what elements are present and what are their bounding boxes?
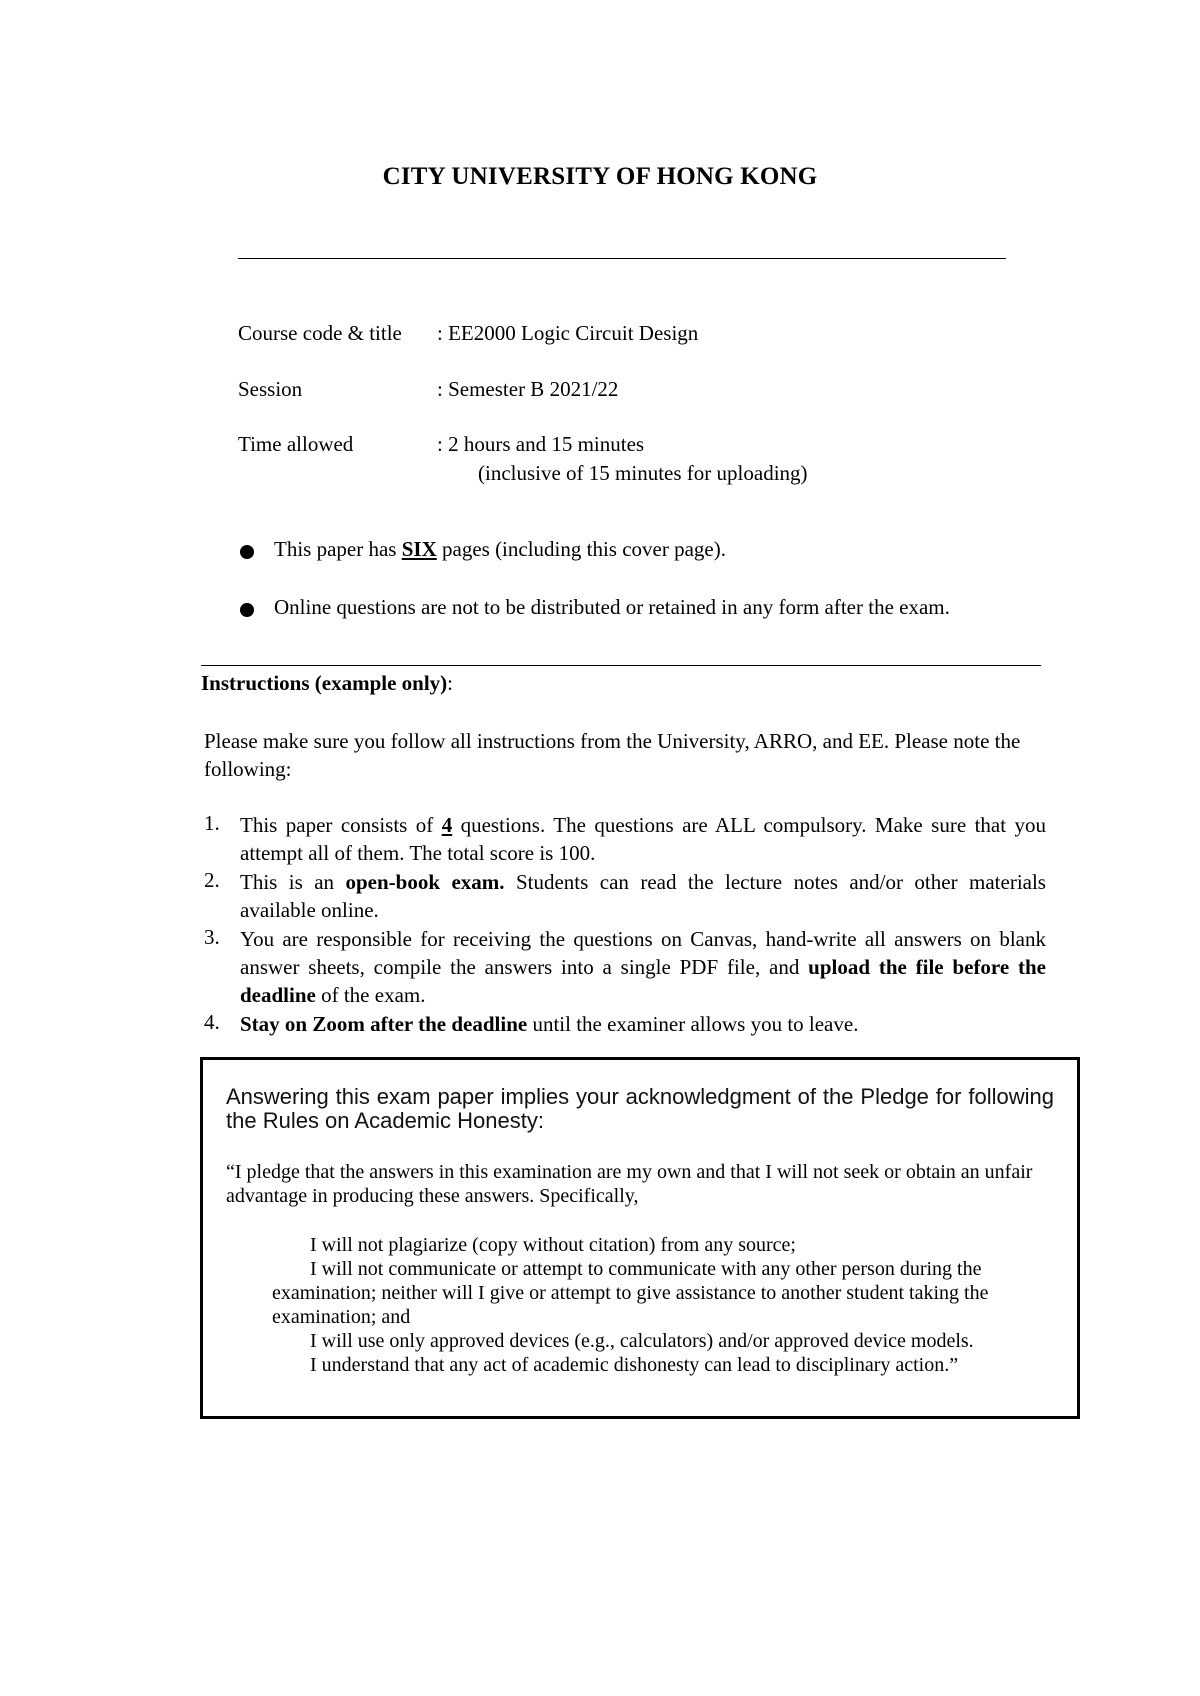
item-post: Students can read the lecture notes and/or other materials available online. — [240, 870, 1046, 922]
bullet-dot-icon — [240, 545, 254, 559]
session-value: : Semester B 2021/22 — [437, 377, 619, 401]
item-number: 3. — [204, 925, 220, 949]
pledge-item: I will not communicate or attempt to communicate with any other person during the examination; neither will I give or attempt to give assistance to another student taking the examination; and — [272, 1258, 989, 1328]
question-count: 4 — [441, 813, 453, 837]
pages-note — [274, 537, 726, 562]
instruction-item — [240, 1010, 1046, 1038]
pledge-intro: Answering this exam paper implies your acknowledgment of the Pledge for following the Rules on Academic Honesty: — [226, 1084, 1054, 1133]
instructions-heading-text: Instructions (example only) — [201, 671, 448, 695]
item-bold: open-book exam. — [345, 870, 505, 894]
instruction-item — [240, 811, 1046, 867]
header-divider — [238, 258, 1006, 259]
instruction-item — [240, 925, 1046, 1009]
pledge-quote: “I pledge that the answers in this examination are my own and that I will not seek or obtain an unfair advantage in producing these answers. Specifically, — [226, 1161, 1033, 1207]
pages-note-pre: This paper has — [274, 537, 402, 561]
pledge-item: I will not plagiarize (copy without citation) from any source; — [310, 1234, 796, 1256]
bullet-dot-icon — [240, 603, 254, 617]
pages-count: SIX — [401, 537, 437, 561]
item-post: until the examiner allows you to leave. — [527, 1012, 859, 1036]
item-pre: This is an — [240, 870, 346, 894]
item-post: questions. The questions are ALL compulsory. Make sure that you attempt all of them. The total score is 100. — [240, 813, 1046, 865]
section-divider — [201, 665, 1041, 666]
instructions-heading-colon: : — [447, 671, 454, 695]
pages-note-post: pages (including this cover page). — [436, 537, 726, 561]
pledge-item: I will use only approved devices (e.g., calculators) and/or approved device models. — [310, 1330, 974, 1352]
item-number: 4. — [204, 1010, 220, 1034]
instructions-intro: Please make sure you follow all instructions from the University, ARRO, and EE. Please note the following: — [204, 729, 1021, 781]
instructions-heading — [201, 671, 453, 696]
instruction-item — [240, 868, 1046, 924]
item-number: 1. — [204, 811, 220, 835]
university-title: CITY UNIVERSITY OF HONG KONG — [382, 163, 818, 190]
pledge-item: I understand that any act of academic dishonesty can lead to disciplinary action.” — [310, 1354, 959, 1376]
item-number: 2. — [204, 868, 220, 892]
course-label: Course code & title — [238, 321, 402, 345]
distribution-note: Online questions are not to be distributed or retained in any form after the exam. — [274, 595, 950, 619]
time-note: (inclusive of 15 minutes for uploading) — [478, 461, 808, 485]
item-post: of the exam. — [315, 983, 426, 1007]
item-pre: This paper consists of — [240, 813, 442, 837]
course-value: : EE2000 Logic Circuit Design — [437, 321, 699, 345]
session-label: Session — [238, 377, 303, 401]
time-value: : 2 hours and 15 minutes — [437, 432, 645, 456]
item-bold: upload the file before the deadline — [240, 955, 1046, 1007]
item-bold: Stay on Zoom after the deadline — [240, 1012, 528, 1036]
item-pre: You are responsible for receiving the questions on Canvas, hand-write all answers on blank answer sheets, compile the answers into a single PDF file, and — [240, 927, 1046, 979]
time-label: Time allowed — [238, 432, 354, 456]
